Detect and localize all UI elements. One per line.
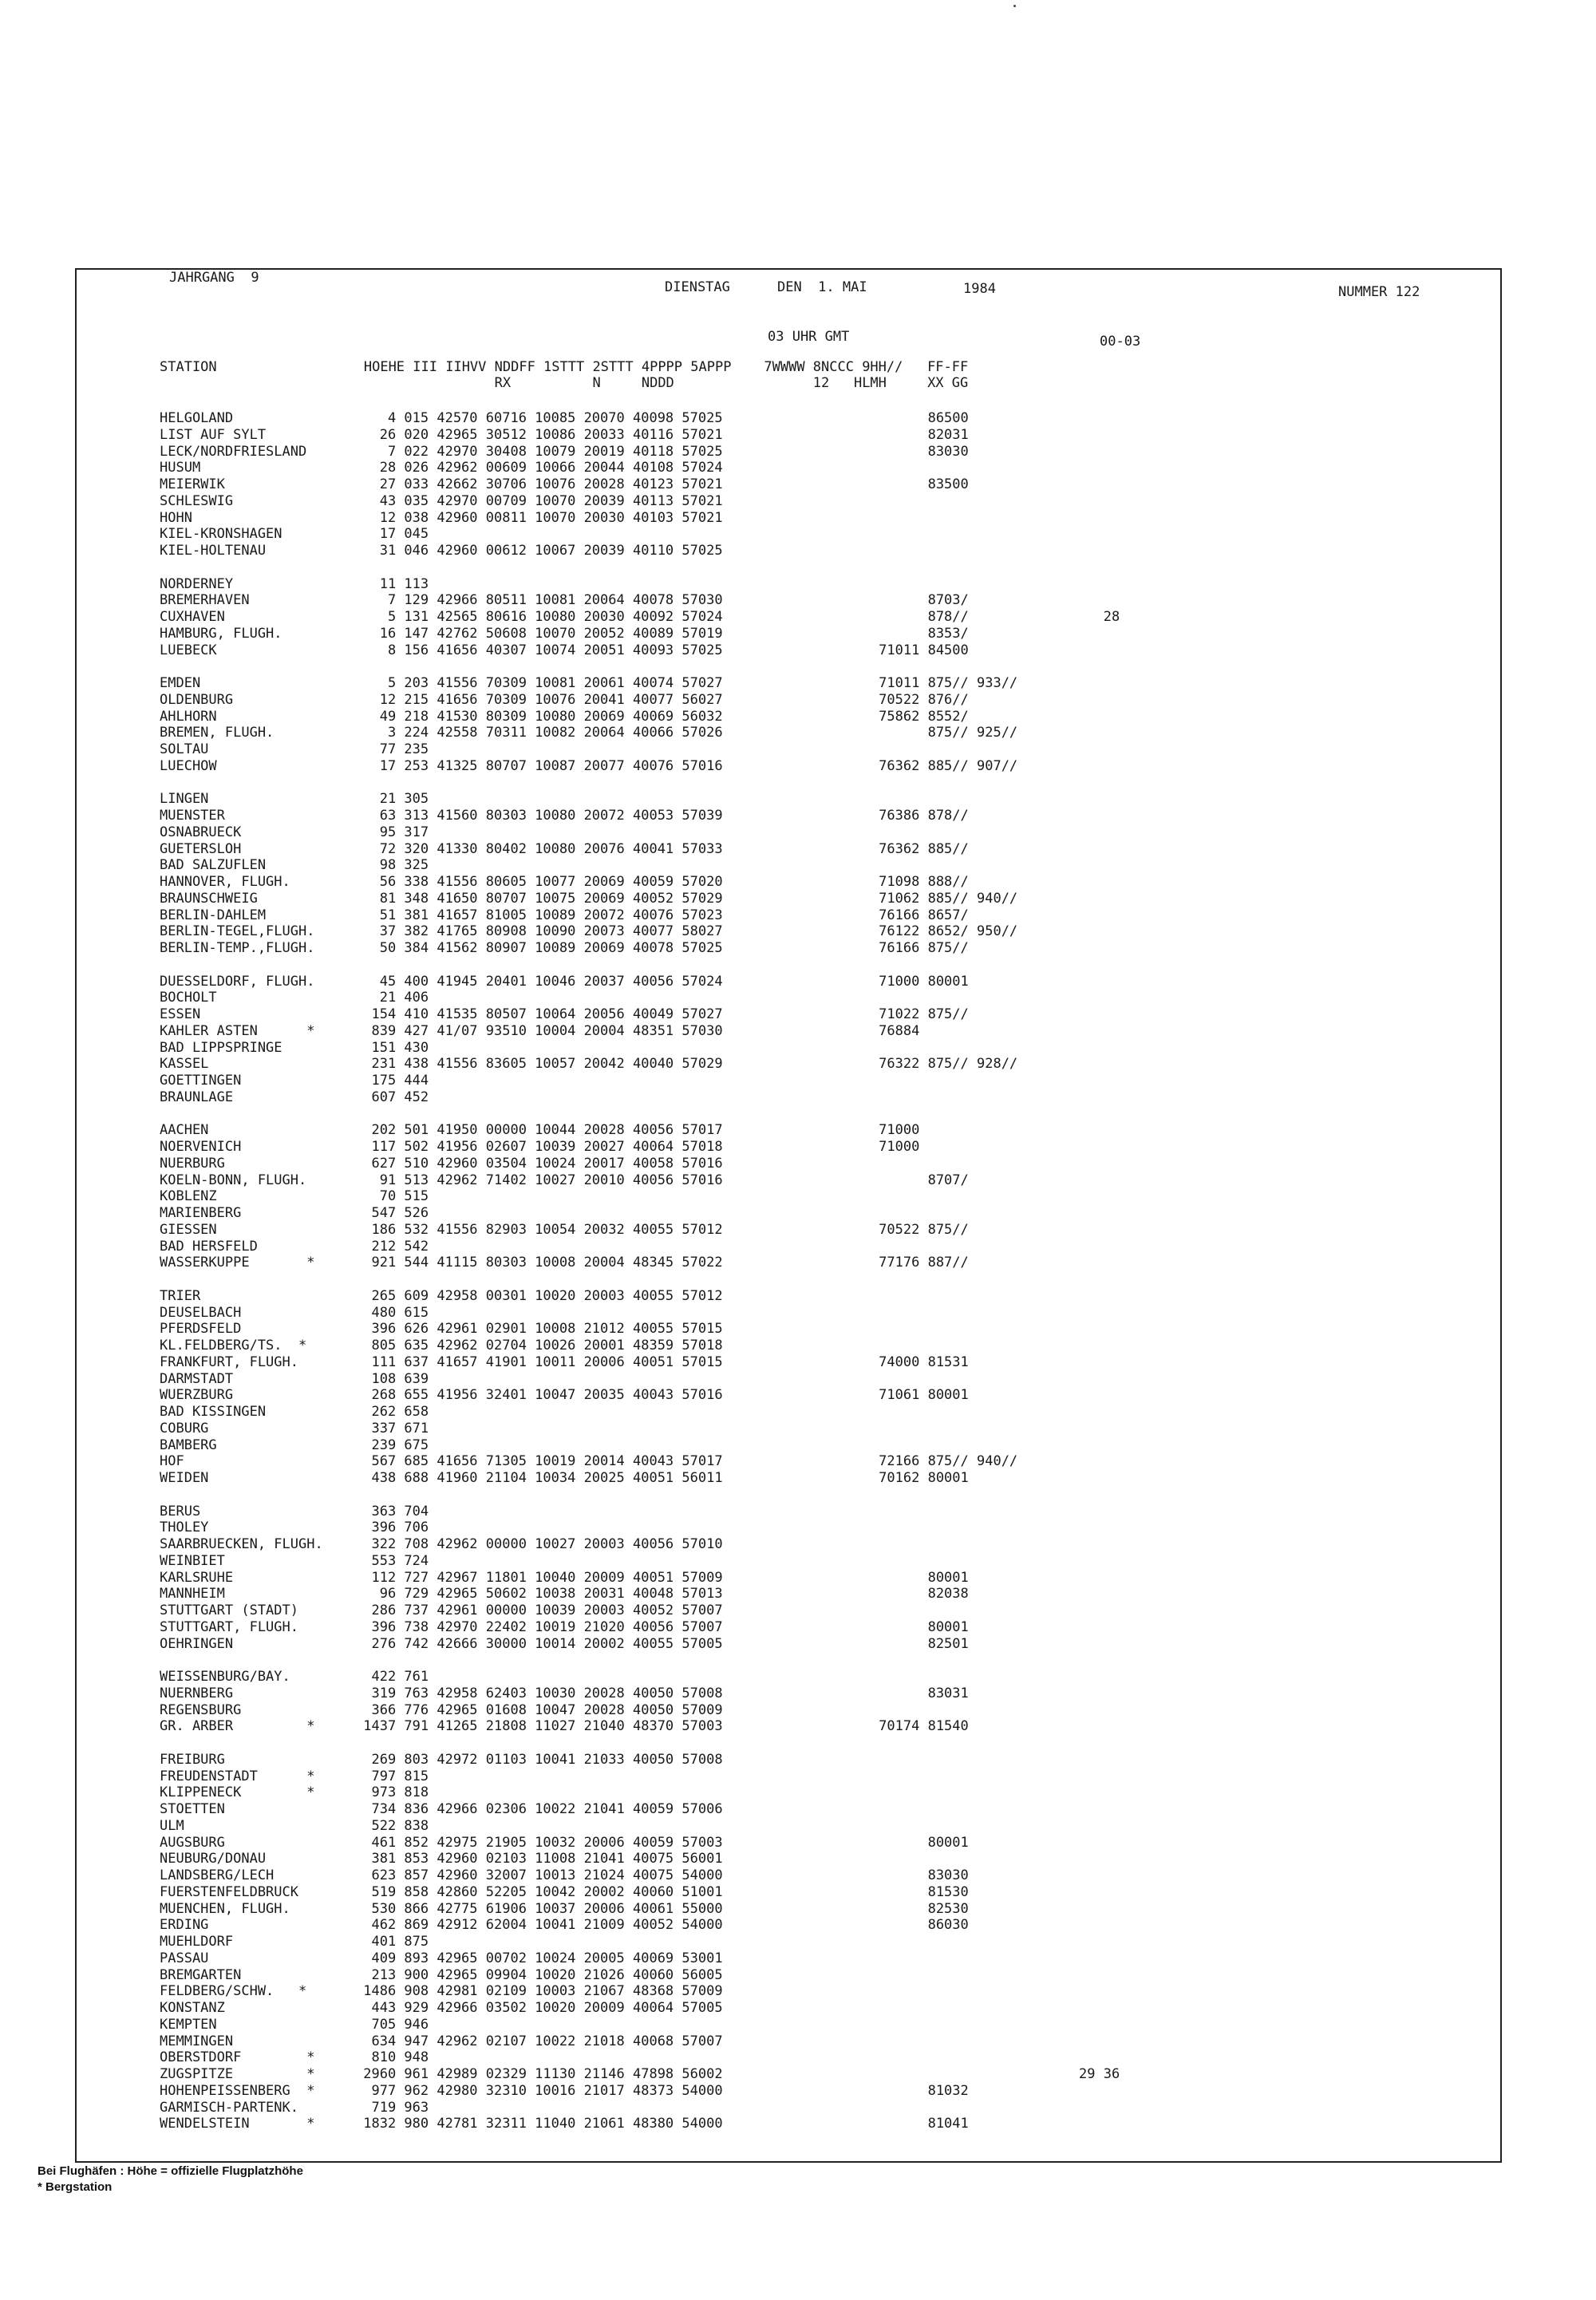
station-observation: 4 015 42570 60716 10085 20070 40098 57025 (355, 410, 723, 426)
station-observation: 81 348 41650 80707 10075 20069 40052 57029 (355, 891, 723, 907)
station-extra-groups: 76122 8652/ 950// (838, 923, 1018, 939)
station-observation: 480 615 (355, 1305, 429, 1321)
station-extra-groups: 74000 81531 (838, 1354, 969, 1370)
station-observation: 117 502 41956 02607 10039 20027 40064 57018 (355, 1139, 723, 1155)
station-name: FREIBURG (160, 1752, 225, 1768)
station-name: BRAUNSCHWEIG (160, 891, 258, 907)
station-observation: 396 738 42970 22402 10019 21020 40056 57007 (355, 1619, 723, 1635)
station-observation: 547 526 (355, 1205, 429, 1221)
station-name: HOHENPEISSENBERG * (160, 2083, 315, 2099)
station-name: HOF (160, 1453, 184, 1469)
station-extra-groups: 71098 888// (838, 874, 969, 890)
station-name: GARMISCH-PARTENK. (160, 2100, 298, 2116)
station-observation: 634 947 42962 02107 10022 21018 40068 57007 (355, 2033, 723, 2049)
station-name: GUETERSLOH (160, 841, 242, 857)
station-observation: 202 501 41950 00000 10044 20028 40056 57017 (355, 1122, 723, 1138)
station-name: LIST AUF SYLT (160, 427, 267, 443)
station-observation: 17 253 41325 80707 10087 20077 40076 57016 (355, 758, 723, 774)
station-observation: 213 900 42965 09904 10020 21026 40060 56005 (355, 1967, 723, 1983)
station-observation: 396 626 42961 02901 10008 21012 40055 57015 (355, 1321, 723, 1337)
station-observation: 50 384 41562 80907 10089 20069 40078 57025 (355, 940, 723, 956)
station-name: AACHEN (160, 1122, 209, 1138)
station-observation: 28 026 42962 00609 10066 20044 40108 57024 (355, 460, 723, 476)
station-name: BAD KISSINGEN (160, 1404, 267, 1420)
station-name: FREUDENSTADT * (160, 1768, 315, 1784)
station-observation: 51 381 41657 81005 10089 20072 40076 57023 (355, 907, 723, 923)
station-observation: 810 948 (355, 2049, 429, 2065)
station-name: BOCHOLT (160, 990, 217, 1006)
station-extra-groups: 83500 (838, 476, 969, 492)
station-name: KOBLENZ (160, 1188, 217, 1204)
station-observation: 96 729 42965 50602 10038 20031 40048 57013 (355, 1586, 723, 1602)
station-name: STUTTGART (STADT) (160, 1602, 298, 1618)
station-name: TRIER (160, 1288, 201, 1304)
station-extra-groups: 71062 885// 940// (838, 891, 1018, 907)
station-observation: 95 317 (355, 824, 429, 840)
station-name: WEIDEN (160, 1470, 209, 1486)
station-observation: 839 427 41/07 93510 10004 20004 48351 57030 (355, 1023, 723, 1039)
station-extra-groups: 70522 875// (838, 1222, 969, 1238)
station-observation: 12 038 42960 00811 10070 20030 40103 57021 (355, 510, 723, 526)
header-nummer: NUMMER 122 (1338, 284, 1420, 300)
station-name: KAHLER ASTEN * (160, 1023, 315, 1039)
station-observation: 269 803 42972 01103 10041 21033 40050 57008 (355, 1752, 723, 1768)
station-name: WEISSENBURG/BAY. (160, 1669, 290, 1685)
station-observation: 462 869 42912 62004 10041 21009 40052 54000 (355, 1917, 723, 1933)
station-name: MEIERWIK (160, 476, 225, 492)
station-observation: 1486 908 42981 02109 10003 21067 48368 57009 (355, 1983, 723, 1999)
station-observation: 2960 961 42989 02329 11130 21146 47898 56002 (355, 2066, 723, 2082)
station-name: EMDEN (160, 675, 201, 691)
station-extra-groups: 80001 (838, 1619, 969, 1635)
station-observation: 175 444 (355, 1073, 429, 1089)
station-observation: 567 685 41656 71305 10019 20014 40043 57017 (355, 1453, 723, 1469)
station-observation: 70 515 (355, 1188, 429, 1204)
station-extra-groups: 75862 8552/ (838, 709, 969, 725)
station-observation: 239 675 (355, 1437, 429, 1453)
station-name: LUEBECK (160, 642, 217, 658)
station-extra-groups: 82038 (838, 1586, 969, 1602)
station-observation: 319 763 42958 62403 10030 20028 40050 57008 (355, 1685, 723, 1701)
station-extra-groups: 72166 875// 940// (838, 1453, 1018, 1469)
station-name: LECK/NORDFRIESLAND (160, 444, 307, 460)
station-name: WUERZBURG (160, 1387, 234, 1403)
station-observation: 45 400 41945 20401 10046 20037 40056 57024 (355, 974, 723, 990)
station-name: KIEL-HOLTENAU (160, 543, 267, 559)
station-name: CUXHAVEN (160, 609, 225, 625)
header-jahrgang: JAHRGANG 9 (169, 270, 259, 286)
station-observation: 805 635 42962 02704 10026 20001 48359 57018 (355, 1338, 723, 1354)
station-name: COBURG (160, 1421, 209, 1437)
station-extra-groups: 76386 878// (838, 808, 969, 824)
station-name: BAD SALZUFLEN (160, 857, 267, 873)
station-name: MUENCHEN, FLUGH. (160, 1901, 290, 1917)
station-observation: 16 147 42762 50608 10070 20052 40089 57019 (355, 626, 723, 642)
station-name: MANNHEIM (160, 1586, 225, 1602)
station-observation: 366 776 42965 01608 10047 20028 40050 57009 (355, 1702, 723, 1718)
station-observation: 27 033 42662 30706 10076 20028 40123 57021 (355, 476, 723, 492)
station-name: AUGSBURG (160, 1835, 225, 1851)
station-name: THOLEY (160, 1520, 209, 1535)
station-name: FUERSTENFELDBRUCK (160, 1884, 298, 1900)
station-observation: 8 156 41656 40307 10074 20051 40093 57025 (355, 642, 723, 658)
station-name: STUTTGART, FLUGH. (160, 1619, 298, 1635)
station-name: DUESSELDORF, FLUGH. (160, 974, 315, 990)
station-extra-groups: 76166 875// (838, 940, 969, 956)
station-observation: 111 637 41657 41901 10011 20006 40051 57015 (355, 1354, 723, 1370)
station-observation: 1437 791 41265 21808 11027 21040 48370 57003 (355, 1718, 723, 1734)
station-observation: 1832 980 42781 32311 11040 21061 48380 54000 (355, 2116, 723, 2132)
footnote-airports: Bei Flughäfen : Höhe = offizielle Flugplatzhöhe (38, 2164, 303, 2178)
station-name: GR. ARBER * (160, 1718, 315, 1734)
station-name: WENDELSTEIN * (160, 2116, 315, 2132)
station-observation: 186 532 41556 82903 10054 20032 40055 57012 (355, 1222, 723, 1238)
station-extra-groups: 8703/ (838, 592, 969, 608)
station-observation: 12 215 41656 70309 10076 20041 40077 56027 (355, 692, 723, 708)
station-observation: 409 893 42965 00702 10024 20005 40069 53001 (355, 1950, 723, 1966)
station-name: KIEL-KRONSHAGEN (160, 526, 282, 542)
station-observation: 519 858 42860 52205 10042 20002 40060 51001 (355, 1884, 723, 1900)
station-extra-groups: 83030 (838, 444, 969, 460)
station-observation: 31 046 42960 00612 10067 20039 40110 57025 (355, 543, 723, 559)
station-observation: 973 818 (355, 1784, 429, 1800)
station-observation: 49 218 41530 80309 10080 20069 40069 56032 (355, 709, 723, 725)
station-name: HUSUM (160, 460, 201, 476)
station-name: ULM (160, 1818, 184, 1834)
station-name: BERLIN-TEGEL,FLUGH. (160, 923, 315, 939)
station-observation: 21 406 (355, 990, 429, 1006)
station-extra-groups: 83030 (838, 1867, 969, 1883)
station-observation: 43 035 42970 00709 10070 20039 40113 57021 (355, 493, 723, 509)
station-observation: 11 113 (355, 576, 429, 592)
station-name: OEHRINGEN (160, 1636, 234, 1652)
station-observation: 719 963 (355, 2100, 429, 2116)
station-observation: 26 020 42965 30512 10086 20033 40116 57021 (355, 427, 723, 443)
station-observation: 265 609 42958 00301 10020 20003 40055 57012 (355, 1288, 723, 1304)
station-name: HANNOVER, FLUGH. (160, 874, 290, 890)
station-extra-groups: 71011 84500 (838, 642, 969, 658)
station-name: SOLTAU (160, 741, 209, 757)
station-name: KL.FELDBERG/TS. * (160, 1338, 307, 1354)
station-observation: 5 203 41556 70309 10081 20061 40074 57027 (355, 675, 723, 691)
station-extra-groups: 83031 (838, 1685, 969, 1701)
station-extra-groups: 76166 8657/ (838, 907, 969, 923)
station-name: LINGEN (160, 791, 209, 807)
station-observation: 7 022 42970 30408 10079 20019 40118 57025 (355, 444, 723, 460)
station-name: GOETTINGEN (160, 1073, 242, 1089)
station-extra-groups: 77176 887// (838, 1255, 969, 1271)
station-name: NUERNBERG (160, 1685, 234, 1701)
station-extra-groups: 80001 (838, 1570, 969, 1586)
station-observation: 108 639 (355, 1371, 429, 1387)
station-name: HELGOLAND (160, 410, 234, 426)
station-name: NEUBURG/DONAU (160, 1851, 267, 1867)
station-observation: 522 838 (355, 1818, 429, 1834)
station-observation: 337 671 (355, 1421, 429, 1437)
station-extra-groups: 875// 925// (838, 725, 1018, 741)
station-extra-groups: 8707/ (838, 1172, 969, 1188)
station-observation: 921 544 41115 80303 10008 20004 48345 57022 (355, 1255, 723, 1271)
station-observation: 734 836 42966 02306 10022 21041 40059 57006 (355, 1801, 723, 1817)
header-year: 1984 (963, 281, 996, 297)
station-name: BREMGARTEN (160, 1967, 242, 1983)
station-name: MARIENBERG (160, 1205, 242, 1221)
station-extra-groups: 76362 885// 907// (838, 758, 1018, 774)
station-extra-groups: 70162 80001 (838, 1470, 969, 1486)
station-observation: 5 131 42565 80616 10080 20030 40092 57024 (355, 609, 723, 625)
station-name: KASSEL (160, 1056, 209, 1072)
station-name: NUERBURG (160, 1156, 225, 1172)
station-name: OSNABRUECK (160, 824, 242, 840)
station-extra-groups: 80001 (838, 1835, 969, 1851)
station-observation: 443 929 42966 03502 10020 20009 40064 57005 (355, 2000, 723, 2016)
station-name: ERDING (160, 1917, 209, 1933)
station-name: ESSEN (160, 1006, 201, 1022)
station-observation: 438 688 41960 21104 10034 20025 40051 56011 (355, 1470, 723, 1486)
station-name: ZUGSPITZE * (160, 2066, 315, 2082)
station-name: NOERVENICH (160, 1139, 242, 1155)
station-extra-groups: 76322 875// 928// (838, 1056, 1018, 1072)
station-wind-groups: 29 36 (1079, 2066, 1120, 2082)
station-name: PFERDSFELD (160, 1321, 242, 1337)
station-observation: 151 430 (355, 1040, 429, 1056)
station-extra-groups: 71061 80001 (838, 1387, 969, 1403)
station-extra-groups: 81032 (838, 2083, 969, 2099)
bulletin-frame (75, 268, 1502, 2163)
station-observation: 401 875 (355, 1934, 429, 1950)
station-extra-groups: 878// (838, 609, 969, 625)
station-observation: 91 513 42962 71402 10027 20010 40056 57016 (355, 1172, 723, 1188)
station-observation: 322 708 42962 00000 10027 20003 40056 57010 (355, 1536, 723, 1552)
station-wind-groups: 28 (1079, 609, 1120, 625)
station-observation: 72 320 41330 80402 10080 20076 40041 57033 (355, 841, 723, 857)
station-observation: 276 742 42666 30000 10014 20002 40055 57005 (355, 1636, 723, 1652)
station-extra-groups: 86500 (838, 410, 969, 426)
station-name: SCHLESWIG (160, 493, 234, 509)
station-name: FRANKFURT, FLUGH. (160, 1354, 298, 1370)
station-observation: 797 815 (355, 1768, 429, 1784)
header-time-range: 00-03 (1100, 334, 1141, 350)
station-observation: 21 305 (355, 791, 429, 807)
station-extra-groups: 70174 81540 (838, 1718, 969, 1734)
station-observation: 607 452 (355, 1089, 429, 1105)
station-name: OBERSTDORF * (160, 2049, 315, 2065)
station-extra-groups: 71000 80001 (838, 974, 969, 990)
station-name: WASSERKUPPE * (160, 1255, 315, 1271)
header-weekday: DIENSTAG (665, 279, 730, 295)
scan-speck (1013, 5, 1016, 7)
station-name: GIESSEN (160, 1222, 217, 1238)
station-observation: 422 761 (355, 1669, 429, 1685)
station-observation: 63 313 41560 80303 10080 20072 40053 57039 (355, 808, 723, 824)
station-extra-groups: 82530 (838, 1901, 969, 1917)
station-name: MEMMINGEN (160, 2033, 234, 2049)
station-name: SAARBRUECKEN, FLUGH. (160, 1536, 323, 1552)
station-observation: 3 224 42558 70311 10082 20064 40066 57026 (355, 725, 723, 741)
station-observation: 212 542 (355, 1239, 429, 1255)
station-observation: 154 410 41535 80507 10064 20056 40049 57027 (355, 1006, 723, 1022)
station-extra-groups: 71000 (838, 1122, 920, 1138)
station-name: LANDSBERG/LECH (160, 1867, 275, 1883)
station-name: MUENSTER (160, 808, 225, 824)
station-name: BAMBERG (160, 1437, 217, 1453)
station-observation: 231 438 41556 83605 10057 20042 40040 57029 (355, 1056, 723, 1072)
header-date: DEN 1. MAI (777, 279, 867, 295)
station-name: KARLSRUHE (160, 1570, 234, 1586)
footnote-mountain-station: * Bergstation (38, 2180, 113, 2194)
station-name: MUEHLDORF (160, 1934, 234, 1950)
station-name: WEINBIET (160, 1553, 225, 1569)
station-extra-groups: 81530 (838, 1884, 969, 1900)
station-name: PASSAU (160, 1950, 209, 1966)
station-observation: 381 853 42960 02103 11008 21041 40075 56001 (355, 1851, 723, 1867)
station-name: BERLIN-DAHLEM (160, 907, 267, 923)
header-time: 03 UHR GMT (768, 329, 850, 345)
station-observation: 363 704 (355, 1504, 429, 1520)
station-extra-groups: 71011 875// 933// (838, 675, 1018, 691)
station-name: BAD LIPPSPRINGE (160, 1040, 282, 1056)
station-observation: 627 510 42960 03504 10024 20017 40058 57016 (355, 1156, 723, 1172)
station-name: AHLHORN (160, 709, 217, 725)
station-observation: 37 382 41765 80908 10090 20073 40077 58027 (355, 923, 723, 939)
station-name: NORDERNEY (160, 576, 234, 592)
station-observation: 286 737 42961 00000 10039 20003 40052 57007 (355, 1602, 723, 1618)
station-name: KEMPTEN (160, 2017, 217, 2033)
station-observation: 461 852 42975 21905 10032 20006 40059 57003 (355, 1835, 723, 1851)
station-name: KLIPPENECK * (160, 1784, 315, 1800)
station-observation: 623 857 42960 32007 10013 21024 40075 54000 (355, 1867, 723, 1883)
station-name: STOETTEN (160, 1801, 225, 1817)
station-observation: 268 655 41956 32401 10047 20035 40043 57016 (355, 1387, 723, 1403)
station-name: OLDENBURG (160, 692, 234, 708)
station-extra-groups: 86030 (838, 1917, 969, 1933)
column-header-line1: STATION HOEHE III IIHVV NDDFF 1STTT 2STTT 4PPPP 5APPP 7WWWW 8NCCC 9HH// FF-FF (160, 359, 969, 375)
station-name: DARMSTADT (160, 1371, 234, 1387)
station-extra-groups: 82501 (838, 1636, 969, 1652)
station-observation: 262 658 (355, 1404, 429, 1420)
station-extra-groups: 71022 875// (838, 1006, 969, 1022)
station-extra-groups: 81041 (838, 2116, 969, 2132)
station-name: REGENSBURG (160, 1702, 242, 1718)
station-name: BERLIN-TEMP.,FLUGH. (160, 940, 315, 956)
station-extra-groups: 70522 876// (838, 692, 969, 708)
station-observation: 112 727 42967 11801 10040 20009 40051 57009 (355, 1570, 723, 1586)
station-name: LUECHOW (160, 758, 217, 774)
station-observation: 56 338 41556 80605 10077 20069 40059 57020 (355, 874, 723, 890)
station-observation: 98 325 (355, 857, 429, 873)
station-observation: 17 045 (355, 526, 429, 542)
station-name: FELDBERG/SCHW. * (160, 1983, 307, 1999)
station-name: BRAUNLAGE (160, 1089, 234, 1105)
station-observation: 396 706 (355, 1520, 429, 1535)
station-name: DEUSELBACH (160, 1305, 242, 1321)
column-header-line2: RX N NDDD 12 HLMH XX GG (160, 375, 969, 391)
station-observation: 553 724 (355, 1553, 429, 1569)
station-extra-groups: 71000 (838, 1139, 920, 1155)
station-extra-groups: 76884 (838, 1023, 920, 1039)
station-name: BERUS (160, 1504, 201, 1520)
station-observation: 77 235 (355, 741, 429, 757)
station-name: KOELN-BONN, FLUGH. (160, 1172, 307, 1188)
station-name: KONSTANZ (160, 2000, 225, 2016)
station-observation: 977 962 42980 32310 10016 21017 48373 54000 (355, 2083, 723, 2099)
station-name: HAMBURG, FLUGH. (160, 626, 282, 642)
station-observation: 705 946 (355, 2017, 429, 2033)
station-extra-groups: 8353/ (838, 626, 969, 642)
station-extra-groups: 76362 885// (838, 841, 969, 857)
station-name: BREMERHAVEN (160, 592, 250, 608)
station-name: BAD HERSFELD (160, 1239, 258, 1255)
station-name: HOHN (160, 510, 192, 526)
station-observation: 530 866 42775 61906 10037 20006 40061 55000 (355, 1901, 723, 1917)
station-observation: 7 129 42966 80511 10081 20064 40078 57030 (355, 592, 723, 608)
station-extra-groups: 82031 (838, 427, 969, 443)
station-name: BREMEN, FLUGH. (160, 725, 275, 741)
